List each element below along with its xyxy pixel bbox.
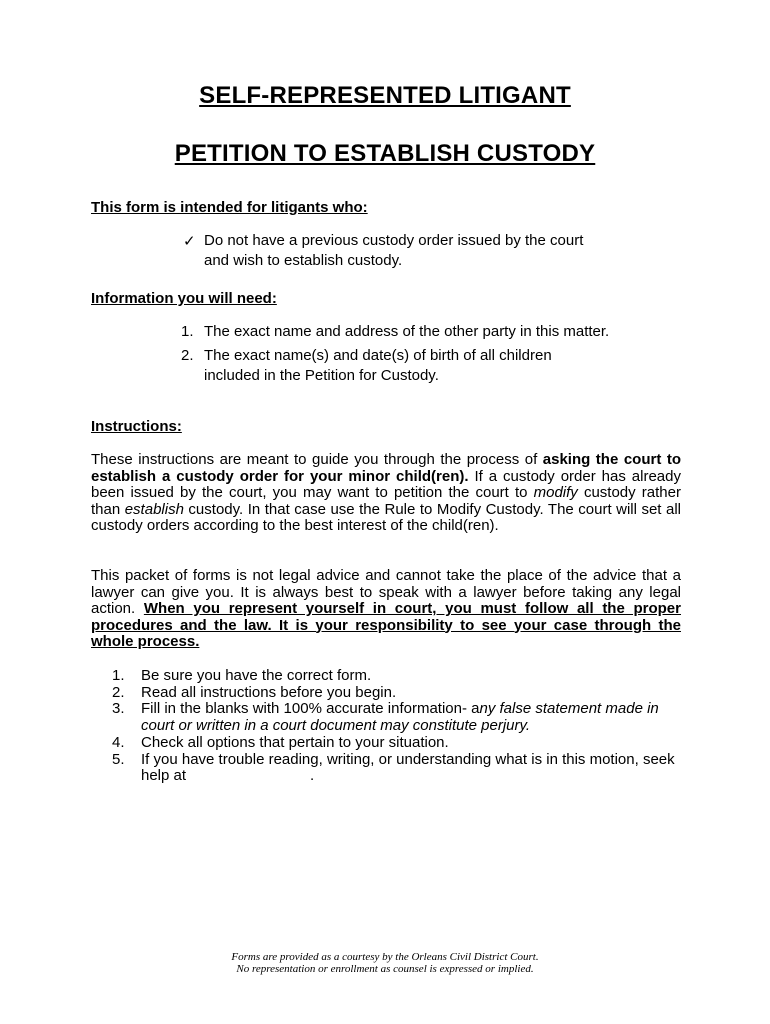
info-item-line2: included in the Petition for Custody.: [204, 367, 439, 384]
footer-disclaimer: [0, 951, 770, 975]
info-heading: Information you will need:: [91, 290, 277, 307]
info-item-line1: The exact name(s) and date(s) of birth of all children: [204, 347, 552, 364]
check-icon: ✓: [183, 233, 196, 250]
footer-line2: No representation or enrollment as counsel is expressed or implied.: [236, 963, 534, 975]
list-item: 4. Check all options that pertain to your situation.: [112, 733, 449, 751]
info-item-number: 2.: [181, 347, 194, 364]
intended-item-line1: Do not have a previous custody order issued by the court: [204, 232, 584, 249]
footer-line1: Forms are provided as a courtesy by the Orleans Civil District Court.: [231, 951, 539, 963]
instructions-heading: Instructions:: [91, 418, 182, 435]
info-item-number: 1.: [181, 323, 194, 340]
list-item: 1. Be sure you have the correct form.: [112, 667, 372, 684]
instruction-steps: [112, 668, 692, 785]
info-item-text: The exact name and address of the other party in this matter.: [204, 323, 610, 340]
list-item: 5. If you have trouble reading, writing, or understanding what is in this motion, seek help at .: [112, 750, 675, 785]
document-subtitle: PETITION TO ESTABLISH CUSTODY: [174, 140, 596, 167]
intended-item: [204, 231, 583, 271]
info-item-text: [204, 346, 552, 386]
instructions-paragraph-2: This packet of forms is not legal advice and cannot take the place of the advice that a lawyer can give you. It is always best to speak with a lawyer before taking any legal action. When you represent yourself in court, you must follow all the proper procedures and the law. It is your responsibility to see your case through the whole process.: [91, 567, 681, 650]
list-item: 2. Read all instructions before you begin.: [112, 683, 397, 701]
intended-item-line2: and wish to establish custody.: [204, 252, 403, 269]
document-title: SELF-REPRESENTED LITIGANT: [199, 82, 571, 109]
list-item: 3. Fill in the blanks with 100% accurate information- any false statement made in court or written in a court document may constitute perjury.: [112, 700, 659, 735]
instructions-paragraph-1: These instructions are meant to guide you through the process of asking the court to establish a custody order for your minor child(ren). If a custody order has already been issued by the court, you may want to petition the court to modify custody rather than establish custody. In that case use the Rule to Modify Custody. The court will set all custody orders according to the best interest of the child(ren).: [91, 451, 681, 534]
intended-heading: This form is intended for litigants who:: [91, 199, 368, 216]
